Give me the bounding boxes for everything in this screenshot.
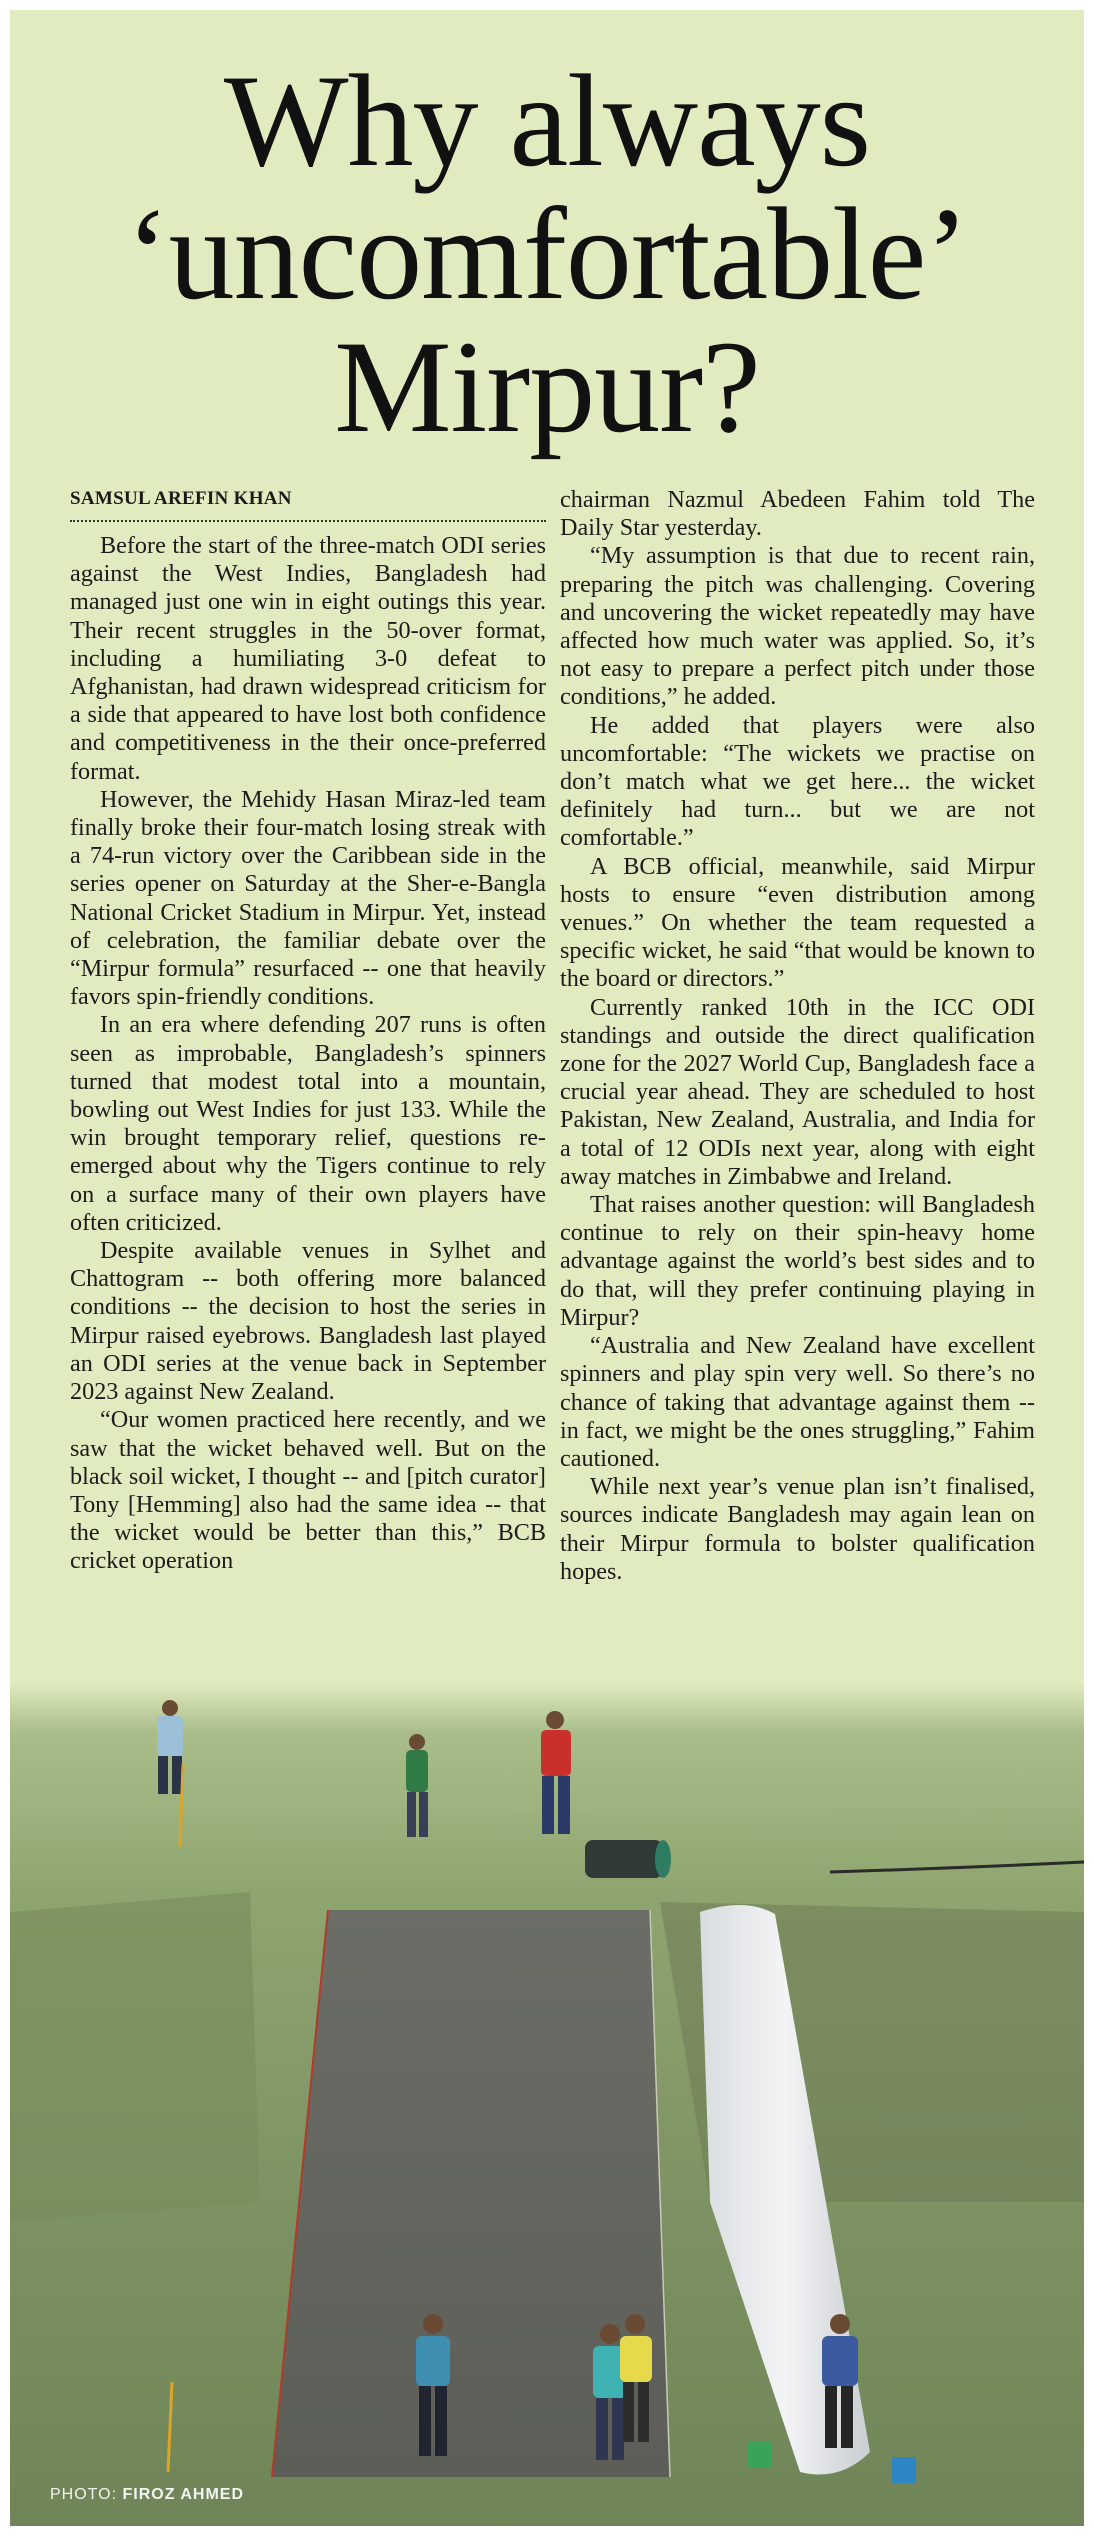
photo-credit	[50, 2486, 244, 2504]
newspaper-page	[10, 10, 1084, 2526]
headline-line-2: ‘uncomfortable’	[125, 180, 969, 327]
byline: SAMSUL AREFIN KHAN	[70, 488, 546, 522]
photo-credit-name: FIROZ AHMED	[122, 2486, 245, 2503]
paragraph: However, the Mehidy Hasan Miraz-led team finally broke their four-match losing streak with a 74-run victory over the Caribbean side in the series opener on Saturday at the Sher-e-Bangla National Cricket Stadium in Mirpur. Yet, instead of celebration, the familiar debate over the “Mirpur formula” resurfaced -- one that heavily favors spin-friendly conditions.	[70, 785, 546, 1011]
article-column-left	[70, 488, 546, 1576]
paragraph: A BCB official, meanwhile, said Mirpur hosts to ensure “even distribution among venues.” On whether the team requested a specific wicket, he said “that would be known to the board or directors.”	[560, 852, 1035, 993]
paragraph: “My assumption is that due to recent rain, preparing the pitch was challenging. Covering and uncovering the wicket repeatedly may have affected how much water was applied. So, it’s not easy to prepare a perfect pitch under those conditions,” he added.	[560, 542, 1035, 711]
paragraph: While next year’s venue plan isn’t finalised, sources indicate Bangladesh may again lean on their Mirpur formula to bolster qualification hopes.	[560, 1473, 1035, 1585]
pitch-photo	[10, 1682, 1084, 2526]
paragraph: Currently ranked 10th in the ICC ODI standings and outside the direct qualification zone for the 2027 World Cup, Bangladesh face a crucial year ahead. They are scheduled to host Pakistan, New Zealand, Australia, and India for a total of 12 ODIs next year, along with eight away matches in Zimbabwe and Ireland.	[560, 993, 1035, 1190]
article-column-right	[560, 486, 1035, 1586]
headline-line-1: Why always	[223, 47, 871, 194]
headline	[10, 47, 1084, 460]
paragraph: That raises another question: will Bangladesh continue to rely on their spin-heavy home advantage against the world’s best sides and to do that, will they prefer continuing playing in Mirpur?	[560, 1191, 1035, 1331]
paragraph: Before the start of the three-match ODI series against the West Indies, Bangladesh had managed just one win in eight outings this year. Their recent struggles in the 50-over format, including a humiliating 3-0 defeat to Afghanistan, had drawn widespread criticism for a side that appeared to have lost both confidence and competitiveness in the their once-preferred format.	[70, 532, 546, 785]
paragraph: “Our women practiced here recently, and we saw that the wicket behaved well. But on the black soil wicket, I thought -- and [pitch curator] Tony [Hemming] also had the same idea -- that the wicket would be better than this,” BCB cricket operation	[70, 1406, 546, 1575]
headline-line-3: Mirpur?	[334, 313, 760, 460]
paragraph: In an era where defending 207 runs is often seen as improbable, Bangladesh’s spinners turned that modest total into a mountain, bowling out West Indies for just 133. While the win brought temporary relief, questions re-emerged about why the Tigers continue to rely on a surface many of their own players have often criticized.	[70, 1011, 546, 1236]
paragraph: He added that players were also uncomfortable: “The wickets we practise on don’t match what we get here... the wicket definitely had turn... but we are not comfortable.”	[560, 711, 1035, 852]
photo-credit-label: PHOTO:	[50, 2486, 118, 2503]
paragraph: chairman Nazmul Abedeen Fahim told The Daily Star yesterday.	[560, 486, 1035, 542]
paragraph: Despite available venues in Sylhet and Chattogram -- both offering more balanced conditions -- the decision to host the series in Mirpur raised eyebrows. Bangladesh last played an ODI series at the venue back in September 2023 against New Zealand.	[70, 1237, 546, 1406]
paragraph: “Australia and New Zealand have excellent spinners and play spin very well. So there’s no chance of taking that advantage against them -- in fact, we might be the ones struggling,” Fahim cautioned.	[560, 1332, 1035, 1472]
